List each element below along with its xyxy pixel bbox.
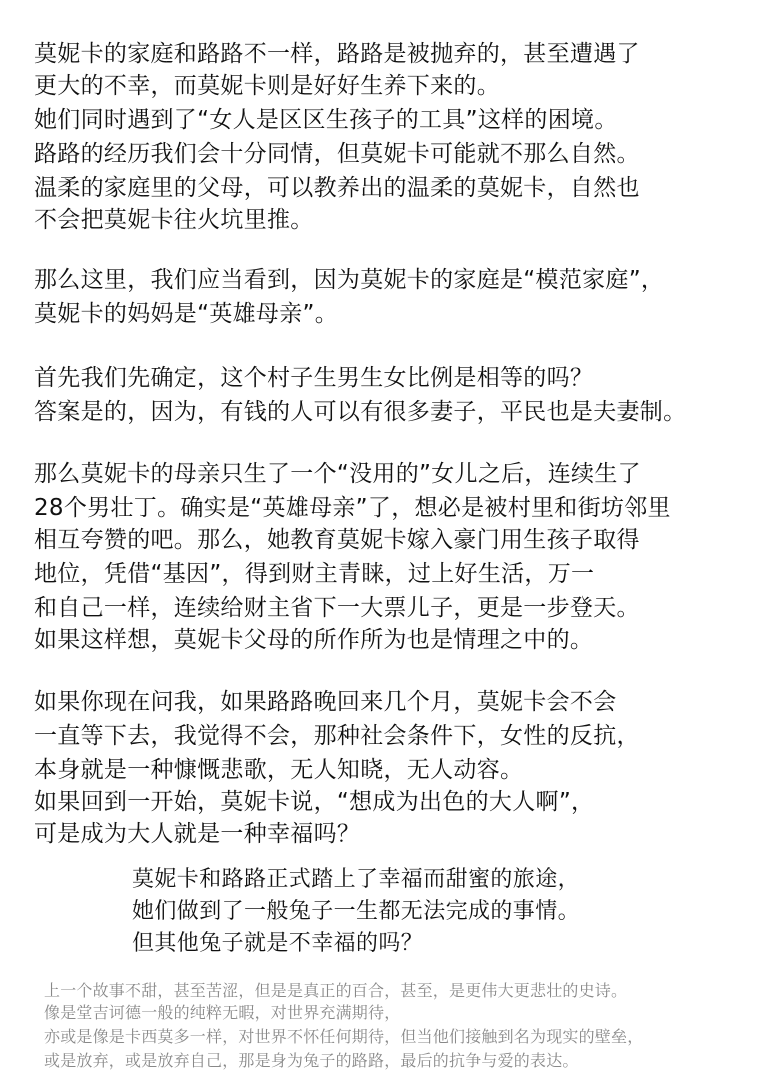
paragraph-line: 如果你现在问我，如果路路晚回来几个月，莫妮卡会不会 [34,689,617,715]
paragraph-line: 那么莫妮卡的母亲只生了一个“没用的”女儿之后，连续生了 [34,461,641,487]
paragraph-line: 和自己一样，连续给财主省下一大票儿子，更是一步登天。 [34,595,640,621]
paragraph-line: 地位，凭借“基因”，得到财主青睐，过上好生活，万一 [34,561,595,587]
paragraph-line: 温柔的家庭里的父母，可以教养出的温柔的莫妮卡，自然也 [34,175,640,201]
paragraph-line: 她们同时遇到了“女人是区区生孩子的工具”这样的困境。 [34,107,618,133]
footer-note-line: 或是放弃，或是放弃自己，那是身为兔子的路路，最后的抗争与爱的表达。 [44,1051,579,1070]
paragraph-line: 相互夸赞的吧。那么，她教育莫妮卡嫁入豪门用生孩子取得 [34,527,640,553]
paragraph-line: 莫妮卡的妈妈是“英雄母亲”。 [34,301,339,327]
paragraph-line: 如果这样想，莫妮卡父母的所作所为也是情理之中的。 [34,627,594,653]
footer-note-line: 亦或是像是卡西莫多一样，对世界不怀任何期待，但当他们接触到名为现实的壁垒， [44,1027,644,1046]
paragraph-line: 莫妮卡的家庭和路路不一样，路路是被抛弃的，甚至遭遇了 [34,41,640,67]
paragraph-line: 答案是的，因为，有钱的人可以有很多妻子，平民也是夫妻制。 [34,399,687,425]
paragraph-line: 不会把莫妮卡往火坑里推。 [34,207,314,233]
paragraph-line: 如果回到一开始，莫妮卡说，“想成为出色的大人啊”， [34,789,595,815]
footer-note-line: 上一个故事不甜，甚至苦涩，但是是真正的百合，甚至，是更伟大更悲壮的史诗。 [44,981,628,1000]
quote-line: 莫妮卡和路路正式踏上了幸福而甜蜜的旅途， [132,867,581,892]
paragraph-line: 一直等下去，我觉得不会，那种社会条件下，女性的反抗， [34,723,640,749]
paragraph-line: 那么这里，我们应当看到，因为莫妮卡的家庭是“模范家庭”， [34,267,665,293]
paragraph-line: 可是成为大人就是一种幸福吗？ [34,821,361,847]
paragraph-line: 更大的不幸，而莫妮卡则是好好生养下来的。 [34,73,500,99]
paragraph-line: 首先我们先确定，这个村子生男生女比例是相等的吗？ [34,365,594,391]
quote-line: 她们做到了一般兔子一生都无法完成的事情。 [132,899,581,924]
paragraph-line: 本身就是一种慷慨悲歌，无人知晓，无人动容。 [34,757,524,783]
footer-note-line: 像是堂吉诃德一般的纯粹无暇，对世界充满期待， [44,1003,401,1022]
paragraph-line: 路路的经历我们会十分同情，但莫妮卡可能就不那么自然。 [34,141,640,167]
paragraph-line: 28个男壮丁。确实是“英雄母亲”了，想必是被村里和街坊邻里 [34,495,671,521]
quote-line: 但其他兔子就是不幸福的吗？ [132,931,424,956]
